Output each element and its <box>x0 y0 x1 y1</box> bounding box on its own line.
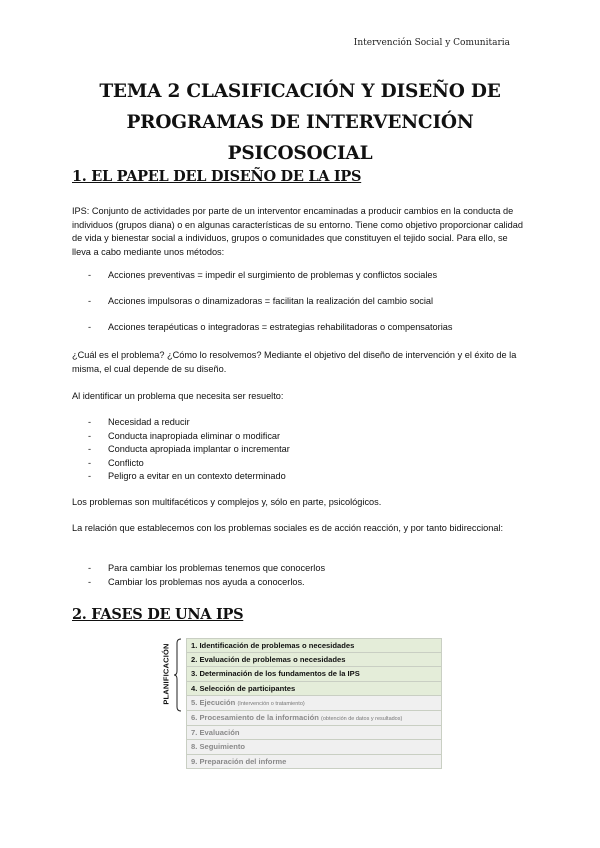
phase-label: 5. Ejecución <box>191 698 236 708</box>
phase-row <box>186 740 442 755</box>
identify-list <box>88 416 290 484</box>
phase-row: 1. Identificación de problemas o necesidades <box>186 638 442 653</box>
page-title <box>60 76 540 169</box>
section-2-heading: 2. FASES DE UNA IPS <box>72 606 244 623</box>
phases-table <box>186 638 442 769</box>
phase-note: (obtención de datos y resultados) <box>321 715 403 722</box>
list-item: - Necesidad a reducir <box>88 416 290 430</box>
planning-group-label <box>160 636 172 712</box>
question-paragraph: ¿Cuál es el problema? ¿Cómo lo resolvemos? Mediante el objetivo del diseño de intervención y el éxito de la misma, el cual depende de su diseño. <box>72 350 517 374</box>
identify-intro: Al identificar un problema que necesita ser resuelto: <box>72 391 284 401</box>
phase-note: (Intervención o tratamiento) <box>237 701 305 708</box>
problems-paragraph: Los problemas son multifacéticos y complejos y, sólo en parte, psicológicos. <box>72 497 382 507</box>
list-item: - Acciones terapéuticas o integradoras = estrategias rehabilitadoras o compensatorias <box>88 321 452 335</box>
list-item: - Acciones preventivas = impedir el surgimiento de problemas y conflictos sociales <box>88 269 452 283</box>
planning-label-text: PLANIFICACIÓN <box>161 643 171 705</box>
list-item: - Cambiar los problemas nos ayuda a conocerlos. <box>88 576 325 590</box>
phase-row: 3. Determinación de los fundamentos de la IPS <box>186 667 442 682</box>
phase-row <box>186 726 442 741</box>
phase-row <box>186 696 442 711</box>
relation-list <box>88 562 325 589</box>
phase-row <box>186 755 442 770</box>
phase-label: 9. Preparación del informe <box>191 756 287 766</box>
list-item: - Conducta inapropiada eliminar o modificar <box>88 430 290 444</box>
title-line-2: PROGRAMAS DE INTERVENCIÓN PSICOSOCIAL <box>126 112 474 164</box>
phase-row <box>186 711 442 726</box>
phase-label: 7. Evaluación <box>191 727 240 737</box>
list-item: - Conducta apropiada implantar o incrementar <box>88 443 290 457</box>
title-line-1: TEMA 2 CLASIFICACIÓN Y DISEÑO DE <box>99 81 501 102</box>
phase-row: 2. Evaluación de problemas o necesidades <box>186 653 442 668</box>
running-header: Intervención Social y Comunitaria <box>353 38 510 48</box>
phase-row: 4. Selección de participantes <box>186 682 442 697</box>
planning-brace <box>174 638 182 712</box>
list-item: - Conflicto <box>88 457 290 471</box>
relation-paragraph: La relación que establecemos con los problemas sociales es de acción reacción, y por tanto bidireccional: <box>72 523 504 533</box>
phase-label: 6. Procesamiento de la información <box>191 712 319 722</box>
list-item: - Peligro a evitar en un contexto determinado <box>88 470 290 484</box>
list-item: - Para cambiar los problemas tenemos que conocerlos <box>88 562 325 576</box>
section-1-heading: 1. EL PAPEL DEL DISEÑO DE LA IPS <box>72 168 362 185</box>
phases-figure <box>152 630 448 786</box>
methods-list <box>88 269 452 347</box>
list-item: - Acciones impulsoras o dinamizadoras = facilitan la realización del cambio social <box>88 295 452 309</box>
intro-paragraph: IPS: Conjunto de actividades por parte de un interventor encaminadas a producir cambios en la conducta de individuos (grupos diana) o en algunas características de su entorno. Tiene como objetivo proporcionar calidad de vida y bienestar social a individuos, grupos o comunidades que constituyen el tejido social. Para ello, se lleva a cabo mediante unos métodos: <box>72 206 523 257</box>
phase-label: 8. Seguimiento <box>191 742 246 752</box>
